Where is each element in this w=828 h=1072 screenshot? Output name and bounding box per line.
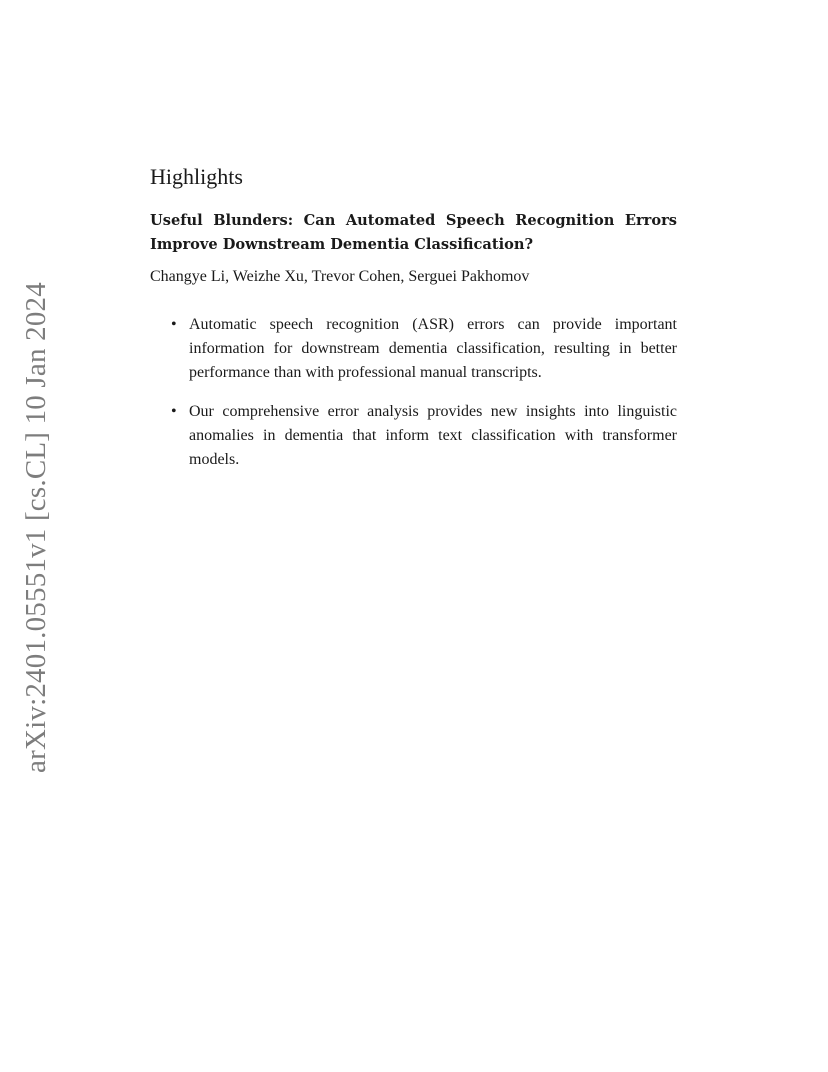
bullet-icon: • (171, 316, 177, 333)
highlight-text: Automatic speech recognition (ASR) errors can provide important information for downstream dementia classification, resulting in better performance than with professional manual transcripts. (189, 316, 677, 381)
highlight-item (168, 400, 677, 472)
highlights-list (168, 313, 677, 487)
section-heading: Highlights (150, 164, 243, 189)
bullet-icon: • (171, 403, 177, 420)
arxiv-identifier-stamp (14, 281, 58, 773)
highlight-item (168, 313, 677, 385)
paper-title: Useful Blunders: Can Automated Speech Recognition Errors Improve Downstream Dementia Classification? (150, 212, 677, 253)
arxiv-identifier-text: arXiv:2401.05551v1 [cs.CL] 10 Jan 2024 (19, 281, 52, 773)
highlight-text: Our comprehensive error analysis provides new insights into linguistic anomalies in dementia that inform text classification with transformer models. (189, 403, 677, 468)
author-list: Changye Li, Weizhe Xu, Trevor Cohen, Serguei Pakhomov (150, 268, 530, 285)
